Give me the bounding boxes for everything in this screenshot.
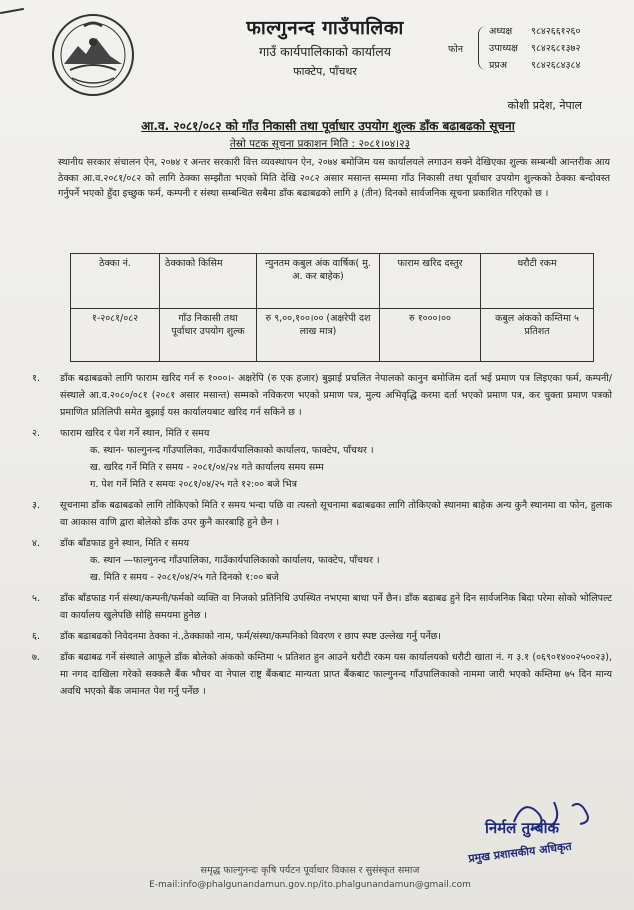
table-header-cell: फाराम खरिद दस्तुर — [380, 254, 481, 309]
list-subitem: क. स्थान —फाल्गुनन्द गाँउपालिका, गाउँकार्यपालिकाको कार्यालय, फाक्टेप, पाँचथर । — [90, 555, 380, 566]
table-cell: रु ९,००,१००।०० (अक्षरेपी दश लाख मात्र) — [257, 309, 380, 362]
table-cell: गाँउ निकासी तथा पूर्वाधार उपयोग शुल्क — [160, 309, 257, 362]
list-item: २. फाराम खरिद र पेश गर्ने स्थान, मिति र समय क. स्थान- फाल्गुनन्द गाँउपालिका, गाउँकार्यपालिकाको कार्यालय, फाक्टेप, पाँचथर । ख. खरिद गर्ने मिति र समय - २०८१/०४/२४ गते कार्यालय समय सम्म ग. पेश गर्ने मिति र समयः २०८१/०४/२५ गते १२:०० बजे भित्र — [32, 425, 612, 493]
list-item: ३. सूचनामा डाँक बढाबढको लागि तोकिएको मिति र समय भन्दा पछि वा त्यस्तो सूचनामा बढाबढका लागि तोकिएको स्थानमा बाहेक अन्य कुनै स्थानमा वा फोन, हुलाक वा आकास वाणि द्वारा बोलेको डाँक उपर कुनै कारबाहि हुने छैन । — [32, 500, 612, 528]
signatory-name: निर्मल तुम्बोक — [485, 819, 559, 837]
table-header-cell: ठेक्काको किसिम — [160, 254, 257, 309]
notice-title: आ.व. २०८१/०८२ को गाँउ निकासी तथा पूर्वाधार उपयोग शुल्क डाँक बढाबढको सूचना — [141, 119, 515, 133]
notice-subtitle: तेस्रो पटक सूचना प्रकाशन मिति : २०८१।०४।२३ — [229, 138, 411, 150]
list-item: ७. डाँक बढाबढ गर्ने संस्थाले आफूले डाँक बोलेको अंकको कम्तिमा ५ प्रतिशत हुन आउने धरौटी रकम यस कार्यालयको धरौटी खाता नं. ग ३.१ (०६९०१४००२५००२३), मा नगद दाखिला गरेको सक्कलै बैंक भौचर वा नेपाल राष्ट्र बैंकबाट मान्यता प्राप्त बैंकबाट फाल्गुनन्द गाँउपालिकाको नाममा जारी भएको कम्तिमा ७५ दिन मान्य अवधि भएको बैंक जमानत पेश गर्नु पर्नेछ । — [32, 652, 612, 697]
list-subitem: ख. खरिद गर्ने मिति र समय - २०८१/०४/२४ गते कार्यालय समय सम्म — [90, 462, 324, 473]
office-location: फाक्टेप, पाँचथर — [293, 65, 357, 78]
conditions-list — [32, 370, 612, 704]
municipality-name: फाल्गुनन्द गाउँपालिका — [246, 17, 404, 39]
table-header-cell: धरौटी रकम — [481, 254, 594, 309]
table-cell: १-२०८१/०८२ — [71, 309, 160, 362]
list-item: ६. डाँक बढाबढको निवेदनमा ठेक्का नं.,ठेक्काको नाम, फर्म/संस्था/कम्पनिको विवरण र छाप स्पष्ट उल्लेख गर्नु पर्नेछ। — [32, 631, 441, 642]
header — [160, 14, 490, 79]
table-cell: कबुल अंकको कम्तिमा ५ प्रतिशत — [481, 309, 594, 362]
list-item: १. डाँक बढाबढको लागि फाराम खरिद गर्न रु १०००।- अक्षरेपि (रु एक हजार) बुझाई प्रचलित नेपालको कानुन बमोजिम दर्ता भई प्रमाण पत्र लिइएका फर्म, कम्पनी/संस्थाले आ.व.२०८०/०८१ (२०८१ असार मसान्त) सम्मको नविकरण भएको प्रमाण पत्र, मुल्य अभिवृद्धि करमा दर्ता भएको प्रमाण पत्र, कर चुक्ता प्रमाण पत्रको प्रमाणित प्रतिलिपी समेत बुझाई यस कार्यालयबाट खरिद गर्न सकिने छ । — [32, 373, 612, 418]
table-cell: रु १०००।०० — [380, 309, 481, 362]
office-name: गाउँ कार्यपालिकाको कार्यालय — [259, 44, 391, 59]
pen-mark — [0, 8, 24, 14]
list-item: ५. डाँक बाँडफाड गर्न संस्था/कम्पनी/फर्मको व्यक्ति वा निजको प्रतिनिधि उपस्थित नभएमा बाधा पर्ने छैन। डाँक बढाबढ हुने दिन सार्वजनिक बिदा परेमा सोको भोलिपल्ट वा कार्यालय खुलेपछि सोहि समयमा हुनेछ । — [32, 593, 612, 621]
phone-row: प्रप्रअ ९८४२६८४३८४ — [489, 60, 581, 71]
phone-row: उपाध्यक्ष ९८४२६८१३७२ — [489, 43, 581, 54]
province-line: कोशी प्रदेश, नेपाल — [507, 99, 582, 112]
list-subitem: क. स्थान- फाल्गुनन्द गाँउपालिका, गाउँकार्यपालिकाको कार्यालय, फाक्टेप, पाँचथर । — [90, 445, 374, 456]
table-header-cell: ठेक्का नं. — [71, 254, 160, 309]
list-subitem: ग. पेश गर्ने मिति र समयः २०८१/०४/२५ गते १२:०० बजे भित्र — [90, 479, 297, 490]
phone-row: अध्यक्ष ९८४२६६१२६० — [489, 26, 581, 37]
contract-table — [70, 253, 594, 362]
list-item: ४. डाँक बाँडफाड हुने स्थान, मिति र समय क. स्थान —फाल्गुनन्द गाँउपालिका, गाउँकार्यपालिकाको कार्यालय, फाक्टेप, पाँचथर । ख. मिति र समय - २०८१/०४/२५ गते दिनको १:०० बजे — [32, 535, 612, 586]
brace-icon — [478, 26, 487, 70]
intro-paragraph: स्थानीय सरकार संचालन ऐन, २०७४ र अन्तर सरकारी वित्त व्यवस्थापन ऐन, २०७४ बमोजिम यस कार्यालयले लगाउन सक्ने देखिएका शुल्क सम्बन्धी आन्तरीक आय ठेक्का आ.व.२०८१/०८२ को लागि ठेक्का सम्झौता भएको मिति देखि २०८२ असार मसान्त सम्ममा गाँउ निकासी तथा पूर्वाधार उपयोग शुल्कको ठेक्का बन्दोवस्त गर्नुपर्ने भएको हुँदा इच्छुक फर्म, कम्पनी र संस्था सम्बन्धित सबैमा डाँक बढाबढको लागि ३ (तीन) दिनको सार्वजनिक सूचना प्रकाशित गरिएको छ । — [58, 157, 610, 200]
footer-email: E-mail:info@phalgunandamun.gov.np/ito.phalgunandamun@gmail.com — [149, 880, 471, 890]
list-subitem: ख. मिति र समय - २०८१/०४/२५ गते दिनको १:०० बजे — [90, 572, 279, 583]
table-row — [71, 309, 594, 362]
table-header-row — [71, 254, 594, 309]
signatory-role: प्रमुख प्रशासकीय अधिकृत — [467, 839, 573, 866]
municipality-emblem-icon — [50, 12, 136, 98]
phone-label: फोन — [448, 44, 464, 55]
footer-slogan: समृद्ध फाल्गुनन्दः कृषि पर्यटन पूर्वाधार विकास र सुसंस्कृत समाज — [200, 865, 420, 876]
table-header-cell: न्युनतम कबुल अंक वार्षिक( मु. अ. कर बाहेक) — [257, 254, 380, 309]
